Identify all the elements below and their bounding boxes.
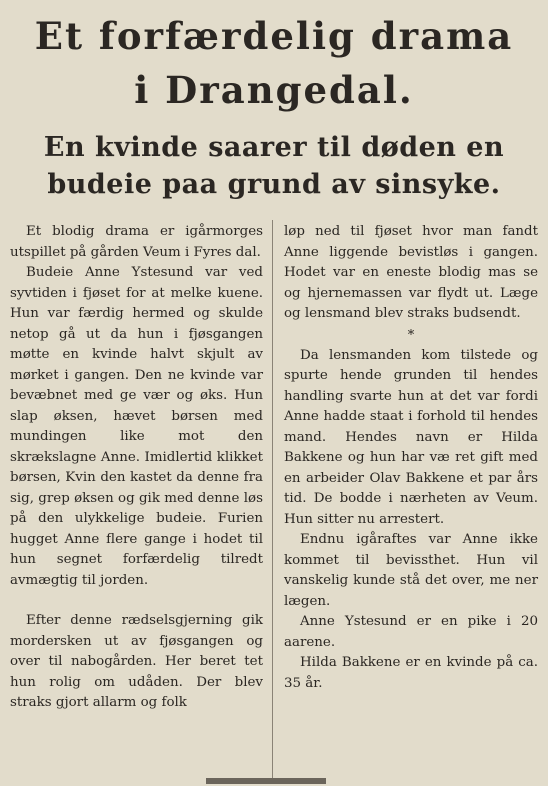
paragraph-continuation: løp ned til fjøset hvor man fandt Anne liggende bevistløs i gangen. Hodet var en eneste blodig mas se og hjernemassen var flydt ut. Læge og lensmand blev straks budsendt.: [284, 224, 538, 321]
paragraph-attack: Budeie Anne Ystesund var ved syvtiden i fjøset for at melke kuene. Hun var færdig hermed og skulde netop gå ut da hun i fjøsgangen møtte en kvinde halvt skjult av mørket i gangen. Den ne kvinde var bevæbnet med ge vær og øks. Hun slap øksen, hævet børsen med mundingen like mot den skrækslagne Anne. Imidlertid klikket børsen, Kvin den kastet da denne fra sig, grep øksen og gik med denne løs på den ulykkelige budeie. Furien hugget Anne flere gange i hodet til hun segnet forfærdelig tilredt avmægtig til jorden.: [10, 265, 263, 588]
section-separator: *: [407, 327, 415, 343]
subheadline-line-2: budeie paa grund av sinsyke.: [47, 169, 501, 200]
column-divider: [272, 220, 273, 780]
left-column: [10, 222, 263, 714]
headline-line-2: i Drangedal.: [134, 68, 414, 112]
paragraph-intro: Et blodig drama er igårmorges utspillet på gården Veum i Fyres dal.: [10, 224, 263, 260]
paragraph-victim-age: Anne Ystesund er en pike i 20 aarene.: [284, 614, 538, 650]
paragraph-condition: Endnu igåraftes var Anne ikke kommet til bevissthet. Hun vil vanskelig kunde stå det over, me ner lægen.: [284, 532, 538, 609]
paragraph-perpetrator-age: Hilda Bakkene er en kvinde på ca. 35 år.: [284, 655, 538, 691]
paragraph-motive: Da lensmanden kom tilstede og spurte hende grunden til hendes handling svarte hun at det var fordi Anne hadde staat i forhold til hendes mand. Hendes navn er Hilda Bakkene og hun har væ ret gift med en arbeider Olav Bakkene et par års tid. De bodde i nærheten av Veum. Hun sitter nu arrestert.: [284, 347, 538, 527]
headline-line-1: Et forfærdelig drama: [34, 14, 514, 58]
paragraph-aftermath: Efter denne rædselsgjerning gik mordersken ut av fjøsgangen og over til nabogården. Her beret tet hun rolig om udåden. Der blev straks gjort allarm og folk: [10, 613, 263, 710]
right-column: [284, 222, 538, 694]
next-article-rule: [206, 778, 326, 784]
subheadline-line-1: En kvinde saarer til døden en: [43, 132, 505, 163]
